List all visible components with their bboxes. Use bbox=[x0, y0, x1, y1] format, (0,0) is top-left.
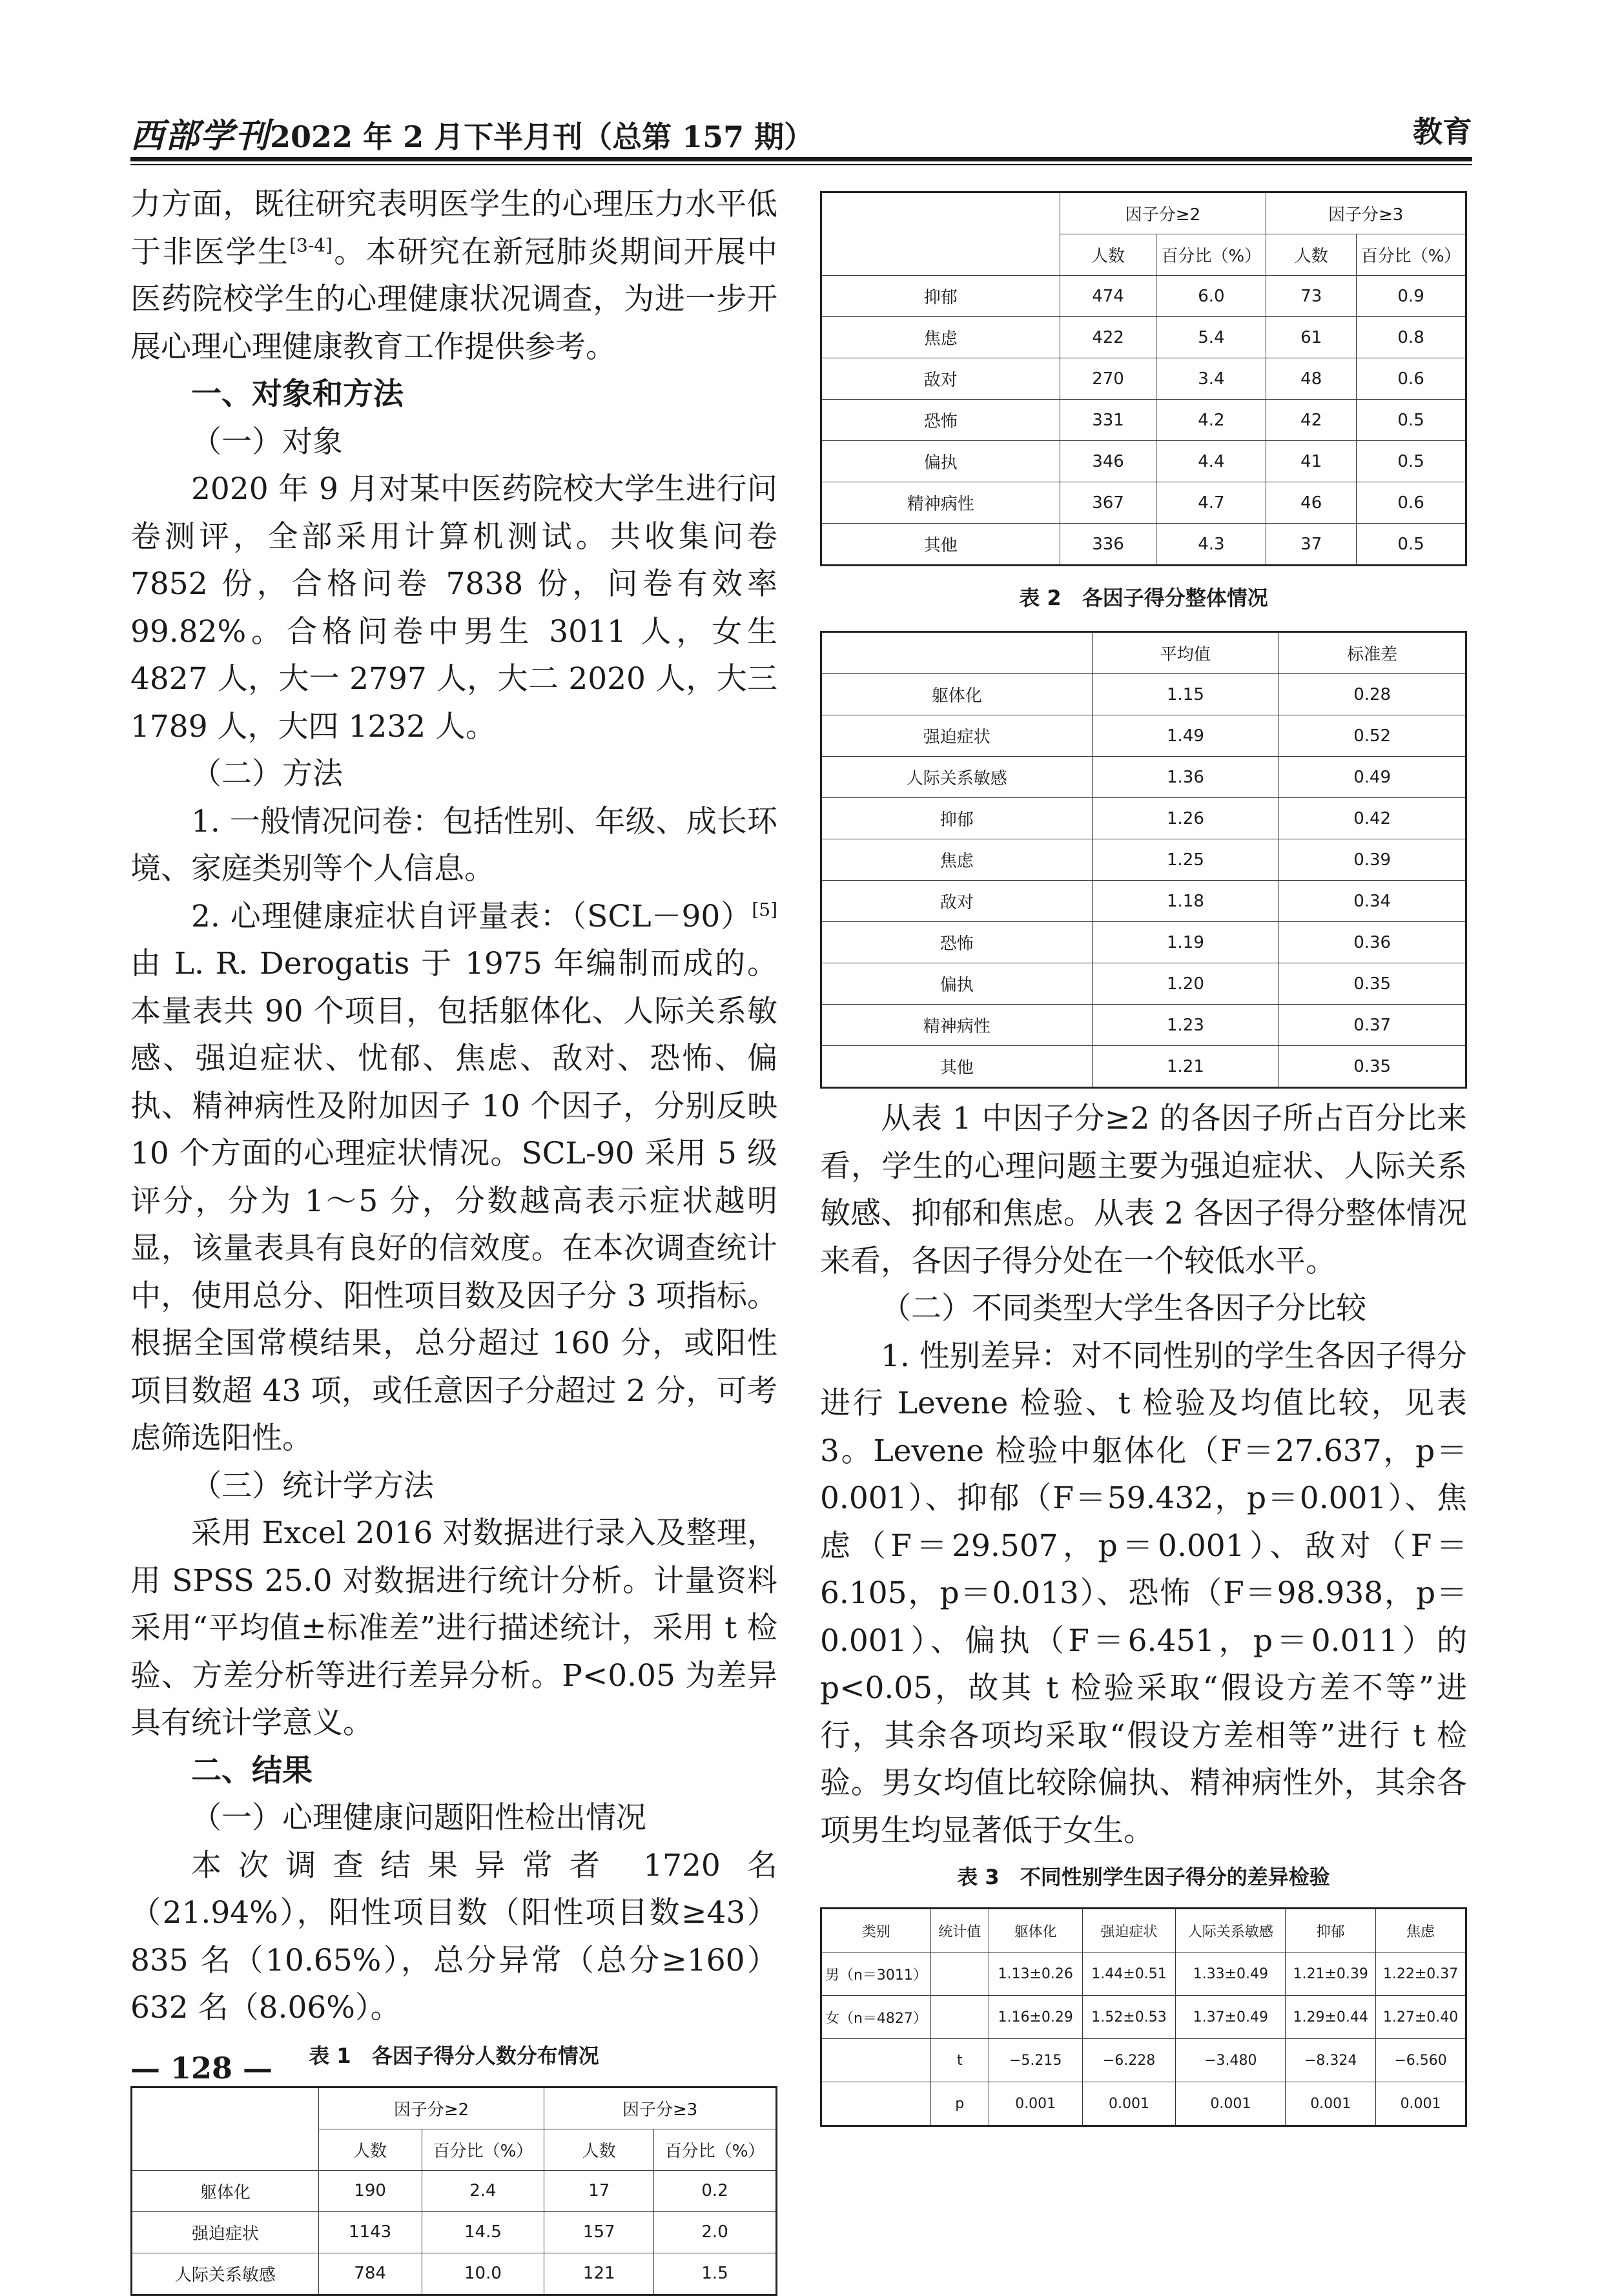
table-group-header: 因子分≥2 bbox=[1060, 192, 1266, 234]
table-cell: 0.28 bbox=[1279, 674, 1466, 715]
left-column bbox=[130, 181, 777, 2296]
table-cell: 0.35 bbox=[1279, 1046, 1466, 1088]
table-cell: 4.7 bbox=[1156, 482, 1266, 524]
paragraph: 本次调查结果异常者 1720 名（21.94%），阳性项目数（阳性项目数≥43）835 名（10.65%），总分异常（总分≥160）632 名（8.06%）。 bbox=[130, 1847, 777, 2025]
table-cell: 157 bbox=[544, 2211, 654, 2253]
section-heading: 二、结果 bbox=[191, 1752, 313, 1789]
table-cell: 0.42 bbox=[1279, 798, 1466, 839]
table-row bbox=[821, 1005, 1466, 1046]
table-cell: 0.8 bbox=[1357, 317, 1466, 358]
table1-part1 bbox=[130, 2086, 777, 2296]
header-left bbox=[130, 108, 814, 157]
table-cell: 0.001 bbox=[1286, 2082, 1376, 2126]
table-cell: 0.6 bbox=[1357, 482, 1466, 524]
table-subheader: 百分比（%） bbox=[1156, 234, 1266, 276]
row-label: 敌对 bbox=[821, 358, 1060, 400]
journal-logo: 西部学刊 bbox=[130, 116, 271, 156]
table-cell: 1.27±0.40 bbox=[1376, 1996, 1466, 2039]
table-cell: 0.34 bbox=[1279, 881, 1466, 922]
table-cell: 422 bbox=[1060, 317, 1156, 358]
row-label: 强迫症状 bbox=[132, 2211, 319, 2253]
table-cell: 6.0 bbox=[1156, 276, 1266, 317]
paragraph: 采用 Excel 2016 对数据进行录入及整理，用 SPSS 25.0 对数据进行统计分析。计量资料采用“平均值±标准差”进行描述统计，采用 t 检验、方差分析等进行差异分析。P<0.05 为差异具有统计学意义。 bbox=[130, 1515, 777, 1741]
citation: [3-4] bbox=[289, 234, 333, 256]
table-cell: 1.37±0.49 bbox=[1176, 1996, 1286, 2039]
table-cell: 42 bbox=[1266, 400, 1357, 441]
table-row bbox=[821, 1046, 1466, 1088]
paragraph bbox=[130, 893, 777, 1462]
table-row bbox=[821, 524, 1466, 566]
table-cell: 0.9 bbox=[1357, 276, 1466, 317]
table-header: 统计值 bbox=[930, 1909, 989, 1953]
table-row bbox=[821, 441, 1466, 482]
table-row bbox=[821, 798, 1466, 839]
row-label: 强迫症状 bbox=[821, 715, 1093, 757]
table-header-row bbox=[821, 192, 1466, 234]
table-cell: 0.001 bbox=[1176, 2082, 1286, 2126]
table-cell: 0.5 bbox=[1357, 524, 1466, 566]
table-cell: 0.001 bbox=[989, 2082, 1082, 2126]
subsection-heading: （一）心理健康问题阳性检出情况 bbox=[191, 1800, 646, 1836]
table-row bbox=[132, 2253, 777, 2295]
table-cell: 1.16±0.29 bbox=[989, 1996, 1082, 2039]
table-cell: 1.21±0.39 bbox=[1286, 1953, 1376, 1996]
table-row bbox=[821, 963, 1466, 1005]
table3-caption: 表 3 不同性别学生因子得分的差异检验 bbox=[957, 1865, 1330, 1889]
table-cell: 0.49 bbox=[1279, 757, 1466, 798]
table-cell: 1.52±0.53 bbox=[1082, 1996, 1176, 2039]
table-subheader: 百分比（%） bbox=[422, 2129, 544, 2170]
table-cell: 4.2 bbox=[1156, 400, 1266, 441]
table-cell: 0.36 bbox=[1279, 922, 1466, 963]
subsection-heading: （一）对象 bbox=[191, 424, 343, 460]
table-header-row bbox=[821, 632, 1466, 674]
table-cell: 17 bbox=[544, 2170, 654, 2211]
row-label: 躯体化 bbox=[821, 674, 1093, 715]
table-header: 焦虑 bbox=[1376, 1909, 1466, 1953]
row-label: 偏执 bbox=[821, 441, 1060, 482]
subsection-heading: （二）方法 bbox=[191, 756, 343, 792]
table-subheader: 人数 bbox=[1266, 234, 1357, 276]
table-subheader: 人数 bbox=[1060, 234, 1156, 276]
row-label: 其他 bbox=[821, 1046, 1093, 1088]
table-header-row bbox=[132, 2087, 777, 2129]
page-header bbox=[130, 108, 1472, 154]
table-cell: 2.0 bbox=[654, 2211, 777, 2253]
table-row bbox=[132, 2211, 777, 2253]
table-cell: 48 bbox=[1266, 358, 1357, 400]
table-cell: 46 bbox=[1266, 482, 1357, 524]
table-cell: 1.25 bbox=[1092, 839, 1279, 881]
table-row bbox=[821, 1953, 1466, 1996]
table-row bbox=[132, 2170, 777, 2211]
table-row bbox=[821, 881, 1466, 922]
table-cell: 1.21 bbox=[1092, 1046, 1279, 1088]
section-label: 教育 bbox=[1413, 114, 1472, 149]
table-cell: 367 bbox=[1060, 482, 1156, 524]
table-header: 人际关系敏感 bbox=[1176, 1909, 1286, 1953]
table-cell: 1.19 bbox=[1092, 922, 1279, 963]
page-number: — 128 — bbox=[130, 2051, 273, 2086]
table-cell: 0.37 bbox=[1279, 1005, 1466, 1046]
table-cell: 0.001 bbox=[1082, 2082, 1176, 2126]
row-label: 偏执 bbox=[821, 963, 1093, 1005]
row-label: 抑郁 bbox=[821, 798, 1093, 839]
text: 2. 心理健康症状自评量表：（SCL－90） bbox=[191, 898, 752, 934]
table-header: 标准差 bbox=[1279, 632, 1466, 674]
table-row bbox=[821, 715, 1466, 757]
table-cell: 41 bbox=[1266, 441, 1357, 482]
section-heading: 一、对象和方法 bbox=[191, 376, 404, 412]
table-cell: 784 bbox=[318, 2253, 422, 2295]
table-cell: 0.001 bbox=[1376, 2082, 1466, 2126]
table-cell bbox=[930, 1996, 989, 2039]
table-cell: 1.23 bbox=[1092, 1005, 1279, 1046]
table-group-header: 因子分≥3 bbox=[544, 2087, 777, 2129]
table-cell: 1143 bbox=[318, 2211, 422, 2253]
subsection-heading: （三）统计学方法 bbox=[191, 1468, 434, 1504]
table-row bbox=[821, 757, 1466, 798]
row-label: 恐怖 bbox=[821, 400, 1060, 441]
row-label: 其他 bbox=[821, 524, 1060, 566]
table-row bbox=[821, 839, 1466, 881]
row-label: 躯体化 bbox=[132, 2170, 319, 2211]
table-group-header: 因子分≥2 bbox=[318, 2087, 544, 2129]
table-cell: 0.6 bbox=[1357, 358, 1466, 400]
table-row bbox=[821, 922, 1466, 963]
table-cell: 0.52 bbox=[1279, 715, 1466, 757]
table-row bbox=[821, 1996, 1466, 2039]
table-cell: 270 bbox=[1060, 358, 1156, 400]
table-header: 躯体化 bbox=[989, 1909, 1082, 1953]
table-cell: −6.228 bbox=[1082, 2039, 1176, 2082]
table-cell: 346 bbox=[1060, 441, 1156, 482]
table-cell: 121 bbox=[544, 2253, 654, 2295]
table-cell: 0.39 bbox=[1279, 839, 1466, 881]
table-cell: 1.18 bbox=[1092, 881, 1279, 922]
row-label: 女（n＝4827） bbox=[821, 1996, 931, 2039]
table-cell: 1.13±0.26 bbox=[989, 1953, 1082, 1996]
table-row bbox=[821, 317, 1466, 358]
header-rule bbox=[130, 157, 1472, 161]
table-cell: 336 bbox=[1060, 524, 1156, 566]
table-header: 类别 bbox=[821, 1909, 931, 1953]
table2-caption: 表 2 各因子得分整体情况 bbox=[1019, 586, 1268, 610]
table-cell: 1.15 bbox=[1092, 674, 1279, 715]
row-label bbox=[821, 2039, 931, 2082]
table-cell: −3.480 bbox=[1176, 2039, 1286, 2082]
table-cell: 37 bbox=[1266, 524, 1357, 566]
table-header: 强迫症状 bbox=[1082, 1909, 1176, 1953]
table1-caption: 表 1 各因子得分人数分布情况 bbox=[309, 2043, 599, 2068]
table-row bbox=[821, 2039, 1466, 2082]
text: 。本研究在新冠肺炎期间开展中医药院校学生的心理健康状况调查，为进一步开展心理心理健康教育工作提供参考。 bbox=[130, 234, 778, 365]
table-row bbox=[821, 2082, 1466, 2126]
row-label: 焦虑 bbox=[821, 839, 1093, 881]
table-cell: 190 bbox=[318, 2170, 422, 2211]
subsection-heading: （二）不同类型大学生各因子分比较 bbox=[881, 1291, 1366, 1326]
table-cell: 1.29±0.44 bbox=[1286, 1996, 1376, 2039]
table-header: 抑郁 bbox=[1286, 1909, 1376, 1953]
table1-part2 bbox=[820, 191, 1467, 566]
table-row bbox=[821, 358, 1466, 400]
table-cell: 0.5 bbox=[1357, 441, 1466, 482]
row-label: 人际关系敏感 bbox=[132, 2253, 319, 2295]
right-column bbox=[820, 191, 1467, 2127]
table-header: 平均值 bbox=[1092, 632, 1279, 674]
row-label: 敌对 bbox=[821, 881, 1093, 922]
table-cell: 1.20 bbox=[1092, 963, 1279, 1005]
citation: [5] bbox=[752, 898, 777, 920]
paragraph: 1. 性别差异：对不同性别的学生各因子得分进行 Levene 检验、t 检验及均值比较，见表 3。Levene 检验中躯体化（F＝27.637，p＝0.001）、抑郁（F＝59.432，p＝0.001）、焦虑（F＝29.507，p＝0.001）、敌对（F＝6.105，p＝0.013）、恐怖（F＝98.938，p＝0.001）、偏执（F＝6.451，p＝0.011）的 p<0.05，故其 t 检验采取“假设方差不等”进行，其余各项均采取“假设方差相等”进行 t 检验。男女均值比较除偏执、精神病性外，其余各项男生均显著低于女生。 bbox=[820, 1338, 1467, 1849]
table-cell: 10.0 bbox=[422, 2253, 544, 2295]
table-cell: 1.33±0.49 bbox=[1176, 1953, 1286, 1996]
table-cell: 331 bbox=[1060, 400, 1156, 441]
table-row bbox=[821, 400, 1466, 441]
row-label: 男（n＝3011） bbox=[821, 1953, 931, 1996]
table-cell: 1.26 bbox=[1092, 798, 1279, 839]
row-label: 焦虑 bbox=[821, 317, 1060, 358]
paragraph bbox=[130, 181, 777, 371]
row-label: 人际关系敏感 bbox=[821, 757, 1093, 798]
paragraph: 1. 一般情况问卷：包括性别、年级、成长环境、家庭类别等个人信息。 bbox=[130, 803, 777, 887]
table-cell: −6.560 bbox=[1376, 2039, 1466, 2082]
table-cell: 3.4 bbox=[1156, 358, 1266, 400]
row-label: 精神病性 bbox=[821, 1005, 1093, 1046]
table-subheader: 人数 bbox=[318, 2129, 422, 2170]
table-subheader: 百分比（%） bbox=[1357, 234, 1466, 276]
table-cell: 1.44±0.51 bbox=[1082, 1953, 1176, 1996]
table-cell: 0.5 bbox=[1357, 400, 1466, 441]
table-cell: 1.22±0.37 bbox=[1376, 1953, 1466, 1996]
header-rule-thin bbox=[130, 164, 1472, 165]
row-label: 精神病性 bbox=[821, 482, 1060, 524]
table-cell: −5.215 bbox=[989, 2039, 1082, 2082]
table-corner bbox=[821, 192, 1060, 276]
issue-info: 2022 年 2 月下半月刊（总第 157 期） bbox=[270, 119, 814, 154]
table-cell: 4.3 bbox=[1156, 524, 1266, 566]
table-corner bbox=[132, 2087, 319, 2170]
row-label: 恐怖 bbox=[821, 922, 1093, 963]
row-label bbox=[821, 2082, 931, 2126]
table-row bbox=[821, 276, 1466, 317]
table-cell: 61 bbox=[1266, 317, 1357, 358]
text: 力方面，既往研究表明医学生的心理压力水平低于非医学生 bbox=[130, 187, 777, 270]
table-cell: 0.35 bbox=[1279, 963, 1466, 1005]
table-cell: 2.4 bbox=[422, 2170, 544, 2211]
table-corner bbox=[821, 632, 1093, 674]
table-cell: 73 bbox=[1266, 276, 1357, 317]
table-cell: 1.5 bbox=[654, 2253, 777, 2295]
row-label: 抑郁 bbox=[821, 276, 1060, 317]
table-cell: −8.324 bbox=[1286, 2039, 1376, 2082]
table-cell bbox=[930, 1953, 989, 1996]
table-cell: 4.4 bbox=[1156, 441, 1266, 482]
table-cell: 0.2 bbox=[654, 2170, 777, 2211]
table-row bbox=[821, 674, 1466, 715]
table2 bbox=[820, 631, 1467, 1089]
table-cell: 14.5 bbox=[422, 2211, 544, 2253]
table-cell: p bbox=[930, 2082, 989, 2126]
table-group-header: 因子分≥3 bbox=[1266, 192, 1466, 234]
table-header-row bbox=[821, 1909, 1466, 1953]
table-cell: 1.36 bbox=[1092, 757, 1279, 798]
text: 由 L. R. Derogatis 于 1975 年编制而成的。本量表共 90 个项目，包括躯体化、人际关系敏感、强迫症状、忧郁、焦虑、敌对、恐怖、偏执、精神病性及附加因子 10 个因子，分别反映 10 个方面的心理症状情况。SCL-90 采用 5 级评分，分为 1～5 分，分数越高表示症状越明显，该量表具有良好的信效度。在本次调查统计中，使用总分、阳性项目数及因子分 3 项指标。根据全国常模结果，总分超过 160 分，或阳性项目数超 43 项，或任意因子分超过 2 分，可考虑筛选阳性。 bbox=[130, 946, 777, 1456]
table-cell: 1.49 bbox=[1092, 715, 1279, 757]
table-cell: 5.4 bbox=[1156, 317, 1266, 358]
table3 bbox=[820, 1907, 1467, 2127]
table-cell: 474 bbox=[1060, 276, 1156, 317]
table-subheader: 百分比（%） bbox=[654, 2129, 777, 2170]
table-subheader: 人数 bbox=[544, 2129, 654, 2170]
paragraph: 从表 1 中因子分≥2 的各因子所占百分比来看，学生的心理问题主要为强迫症状、人际关系敏感、抑郁和焦虑。从表 2 各因子得分整体情况来看，各因子得分处在一个较低水平。 bbox=[820, 1101, 1467, 1279]
table-row bbox=[821, 482, 1466, 524]
paragraph: 2020 年 9 月对某中医药院校大学生进行问卷测评，全部采用计算机测试。共收集问卷 7852 份，合格问卷 7838 份，问卷有效率 99.82%。合格问卷中男生 3011 人，女生 4827 人，大一 2797 人，大二 2020 人，大三 1789 人，大四 1232 人。 bbox=[130, 471, 777, 744]
table-cell: t bbox=[930, 2039, 989, 2082]
